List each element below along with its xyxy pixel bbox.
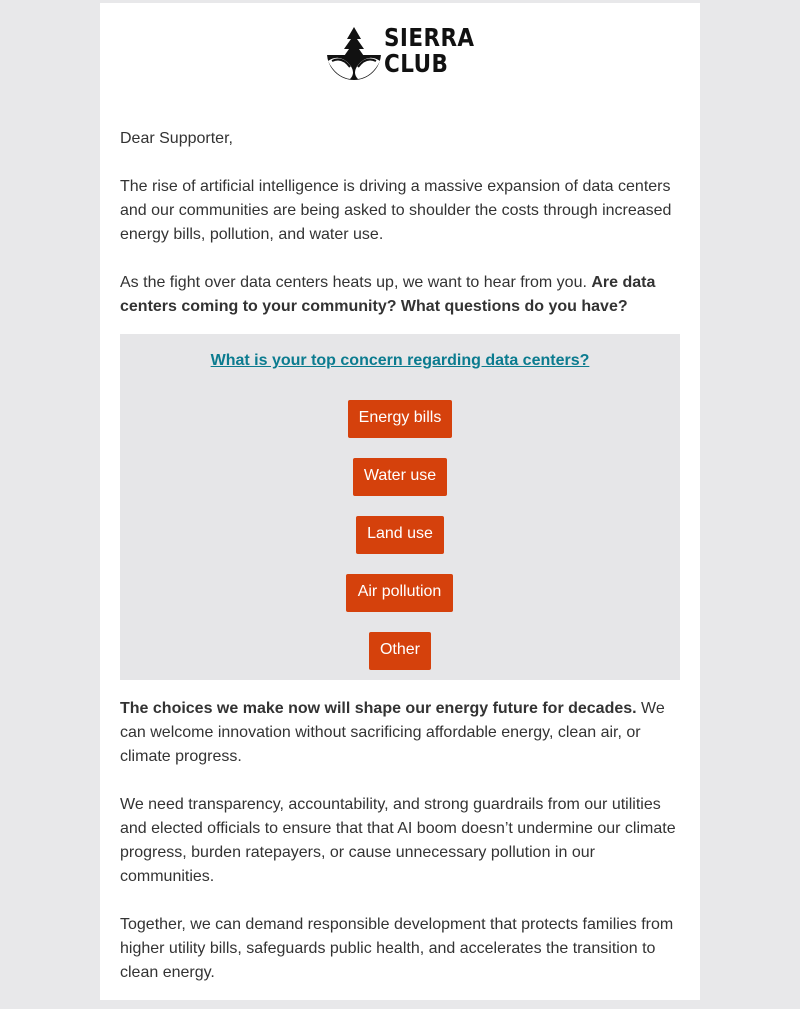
transparency-paragraph: We need transparency, accountability, and strong guardrails from our utilities and elected officials to ensure that that AI boom doesn’t undermine our climate progress, burden ratepayers, or cause unnecessary pollution in our communities. bbox=[120, 796, 676, 885]
greeting bbox=[120, 127, 680, 175]
choices-rest-text: We can welcome innovation without sacrificing affordable energy, clean air, or climate progress. bbox=[120, 700, 665, 765]
greeting-text: Dear Supporter, bbox=[120, 130, 233, 147]
option-other-button[interactable]: Other bbox=[369, 632, 431, 670]
email-container bbox=[100, 3, 700, 1000]
logo-wordmark bbox=[384, 25, 475, 76]
choices-paragraph bbox=[120, 697, 680, 769]
together-paragraph: Together, we can demand responsible development that protects families from higher utility bills, safeguards public health, and accelerates the transition to clean energy. bbox=[120, 916, 674, 981]
logo-text-line2: CLUB bbox=[384, 49, 449, 78]
email-header bbox=[100, 25, 700, 81]
option-water-use-button[interactable]: Water use bbox=[353, 458, 447, 496]
closing-paragraphs bbox=[120, 697, 680, 1009]
fight-bold-text: Are data centers coming to your community? What questions do you have? bbox=[120, 274, 656, 315]
survey-question-link[interactable]: What is your top concern regarding data centers? bbox=[210, 352, 590, 369]
tree-icon bbox=[326, 25, 382, 81]
question-paragraph bbox=[120, 271, 680, 343]
fight-paragraph bbox=[120, 271, 680, 319]
intro-paragraph bbox=[120, 175, 680, 271]
option-land-use-button[interactable]: Land use bbox=[356, 516, 444, 554]
option-air-pollution-button[interactable]: Air pollution bbox=[346, 574, 453, 612]
option-energy-bills-button[interactable]: Energy bills bbox=[348, 400, 452, 438]
ai-paragraph: The rise of artificial intelligence is driving a massive expansion of data centers and our communities are being asked to shoulder the costs through increased energy bills, pollution, and water use. bbox=[120, 178, 672, 243]
logo-text-line1: SIERRA bbox=[384, 23, 475, 52]
fight-lead-text: As the fight over data centers heats up, we want to hear from you. bbox=[120, 274, 592, 291]
choices-bold-text: The choices we make now will shape our energy future for decades. bbox=[120, 700, 637, 717]
sierra-club-logo[interactable] bbox=[326, 25, 476, 81]
survey-panel bbox=[120, 334, 680, 680]
